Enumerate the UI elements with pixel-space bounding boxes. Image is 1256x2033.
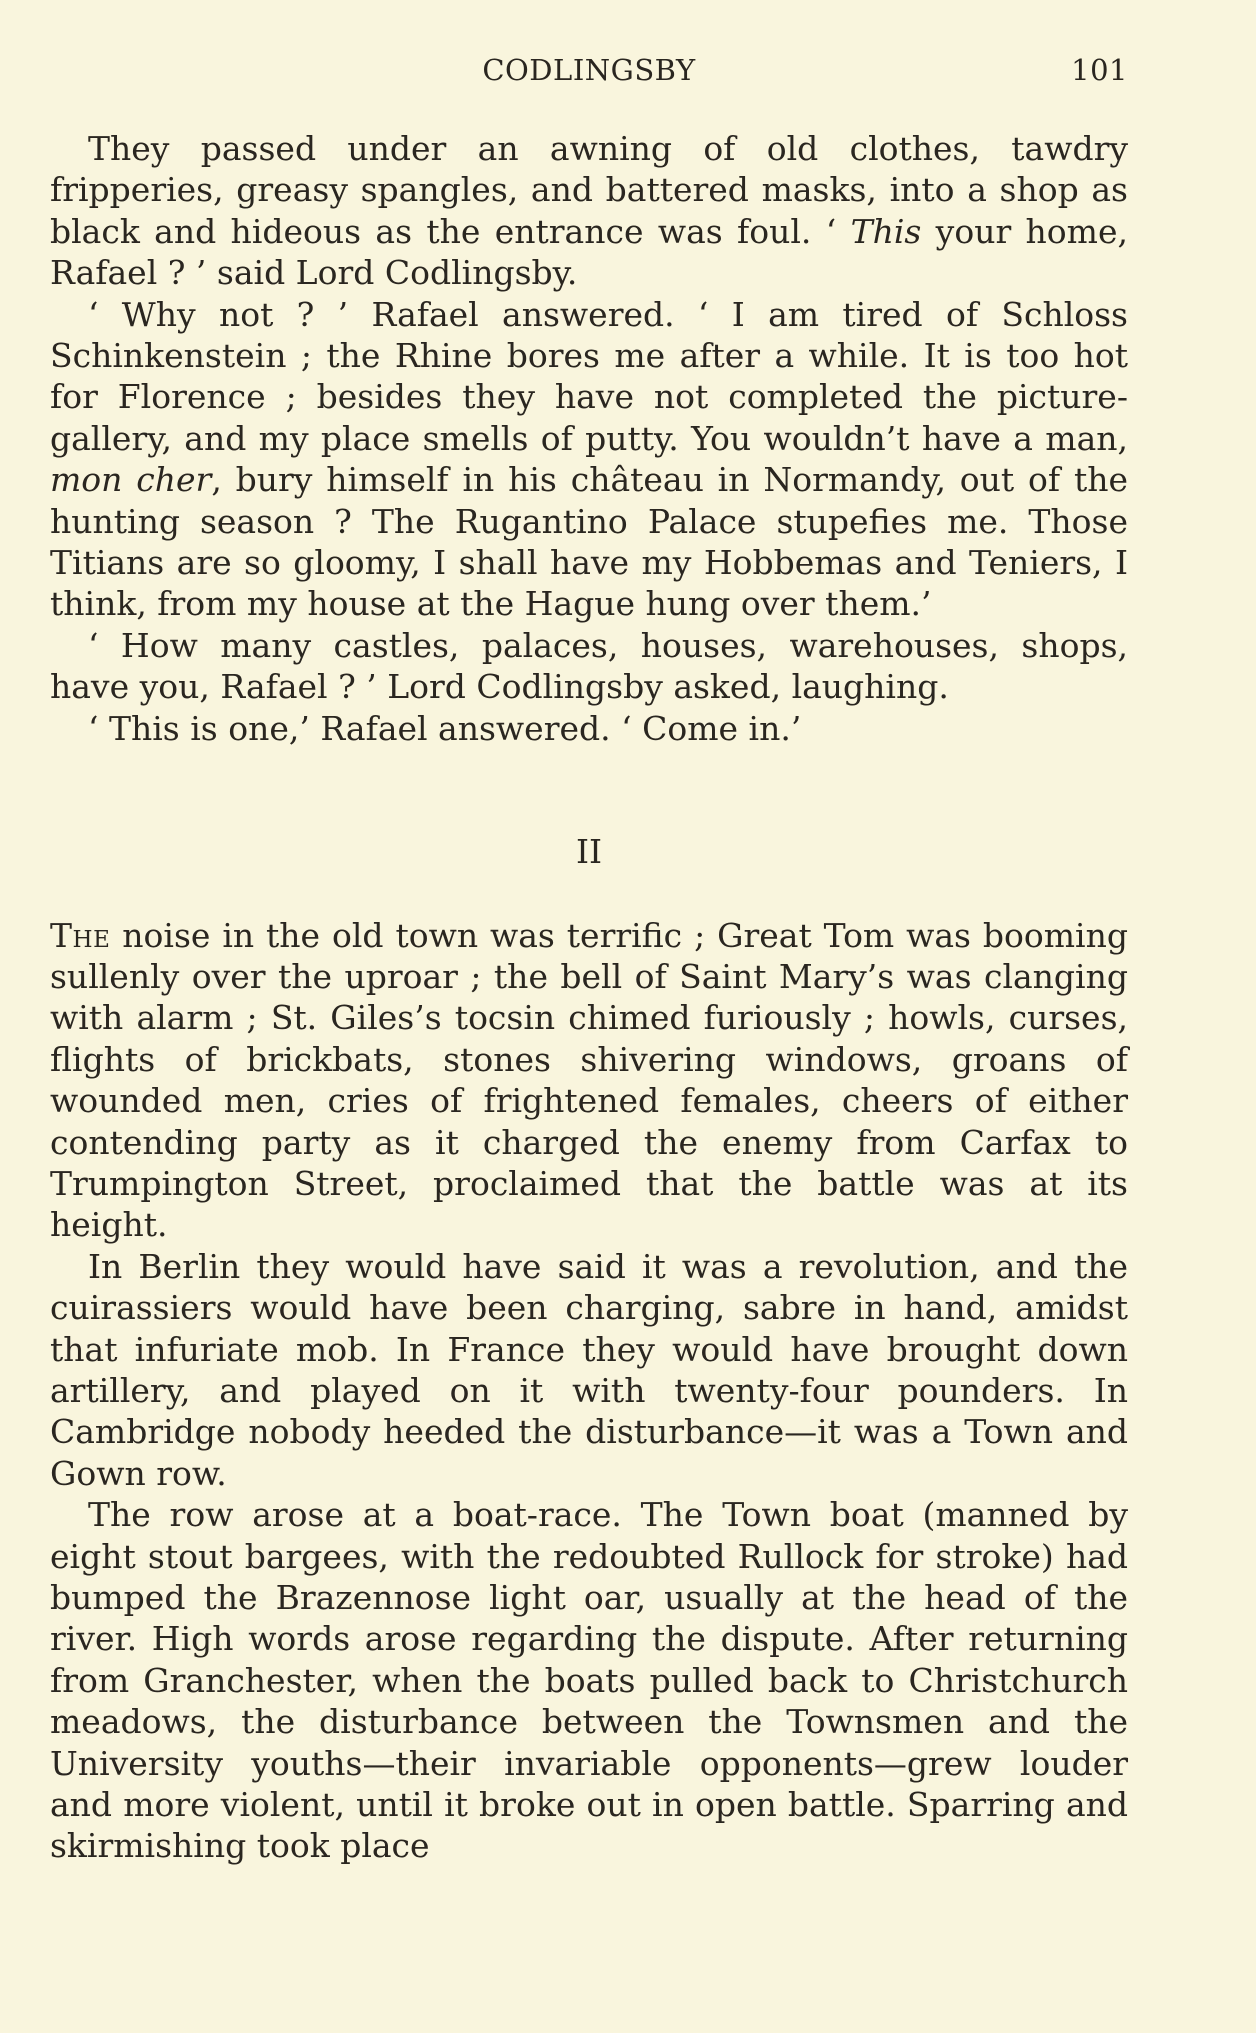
page-number: 101 xyxy=(1071,53,1128,87)
body-text xyxy=(50,128,1128,1867)
paragraph-why-not xyxy=(50,294,1128,625)
paragraph-come-in: ‘ This is one,’ Rafael answered. ‘ Come in.’ xyxy=(88,708,802,748)
paragraph-awning xyxy=(50,128,1128,294)
paragraph-noise xyxy=(50,915,1128,1246)
paragraph-how-many: ‘ How many castles, palaces, houses, warehouses, shops, have you, Rafael ? ’ Lord Codlingsby asked, laughing. xyxy=(50,625,1128,707)
running-head xyxy=(50,50,1128,90)
paragraph-boat-race: The row arose at a boat-race. The Town boat (manned by eight stout bargees, with the redoubted Rullock for stroke) had bumped the Brazennose light oar, usually at the head of the river. High words arose regarding the dispute. After returning from Granchester, when the boats pulled back to Christchurch meadows, the disturbance between the Townsmen and the University youths—their invariable opponents—grew louder and more violent, until it broke out in open battle. Sparring and skirmishing took place xyxy=(50,1495,1128,1866)
text-run: your home, Rafael ? ’ said Lord Codlingsby. xyxy=(50,211,1128,293)
text-run: ‘ Why not ? ’ Rafael answered. ‘ I am tired of Schloss Schinkenstein ; the Rhine bores me after a while. It is too hot for Florence ; besides they have not completed the picture-gallery, and my place smells of putty. You wouldn’t have a man, xyxy=(50,294,1128,458)
text-run: noise in the old town was terrific ; Great Tom was booming sullenly over the uproar ; the bell of Saint Mary’s was clanging with alarm ; St. Giles’s tocsin chimed furiously ; howls, curses, flights of brickbats, stones shivering windows, groans of wounded men, cries of frightened females, cheers of either contending party as it charged the enemy from Carfax to Trumpington Street, proclaimed that the battle was at its height. xyxy=(50,915,1128,1245)
emphasis: This xyxy=(850,211,922,251)
running-title: CODLINGSBY xyxy=(482,53,696,87)
emphasis: mon cher xyxy=(50,460,212,500)
text-run: They passed under an awning of old clothes, tawdry fripperies, greasy spangles, and battered masks, into a shop as black and hideous as the entrance was foul. ‘ xyxy=(50,129,1128,251)
paragraph-berlin: In Berlin they would have said it was a revolution, and the cuirassiers would have been charging, sabre in hand, amidst that infuriate mob. In France they would have brought down artillery, and played on it with twenty-four pounders. In Cambridge nobody heeded the disturbance—it was a Town and Gown row. xyxy=(50,1246,1128,1493)
section-heading: II xyxy=(575,832,603,872)
lead-word: The xyxy=(50,915,111,955)
text-run: , bury himself in his château in Normandy, out of the hunting season ? The Rugantino Palace stupefies me. Those Titians are so gloomy, I shall have my Hobbemas and Teniers, I think, from my house at the Hague hung over them.’ xyxy=(50,460,1128,624)
